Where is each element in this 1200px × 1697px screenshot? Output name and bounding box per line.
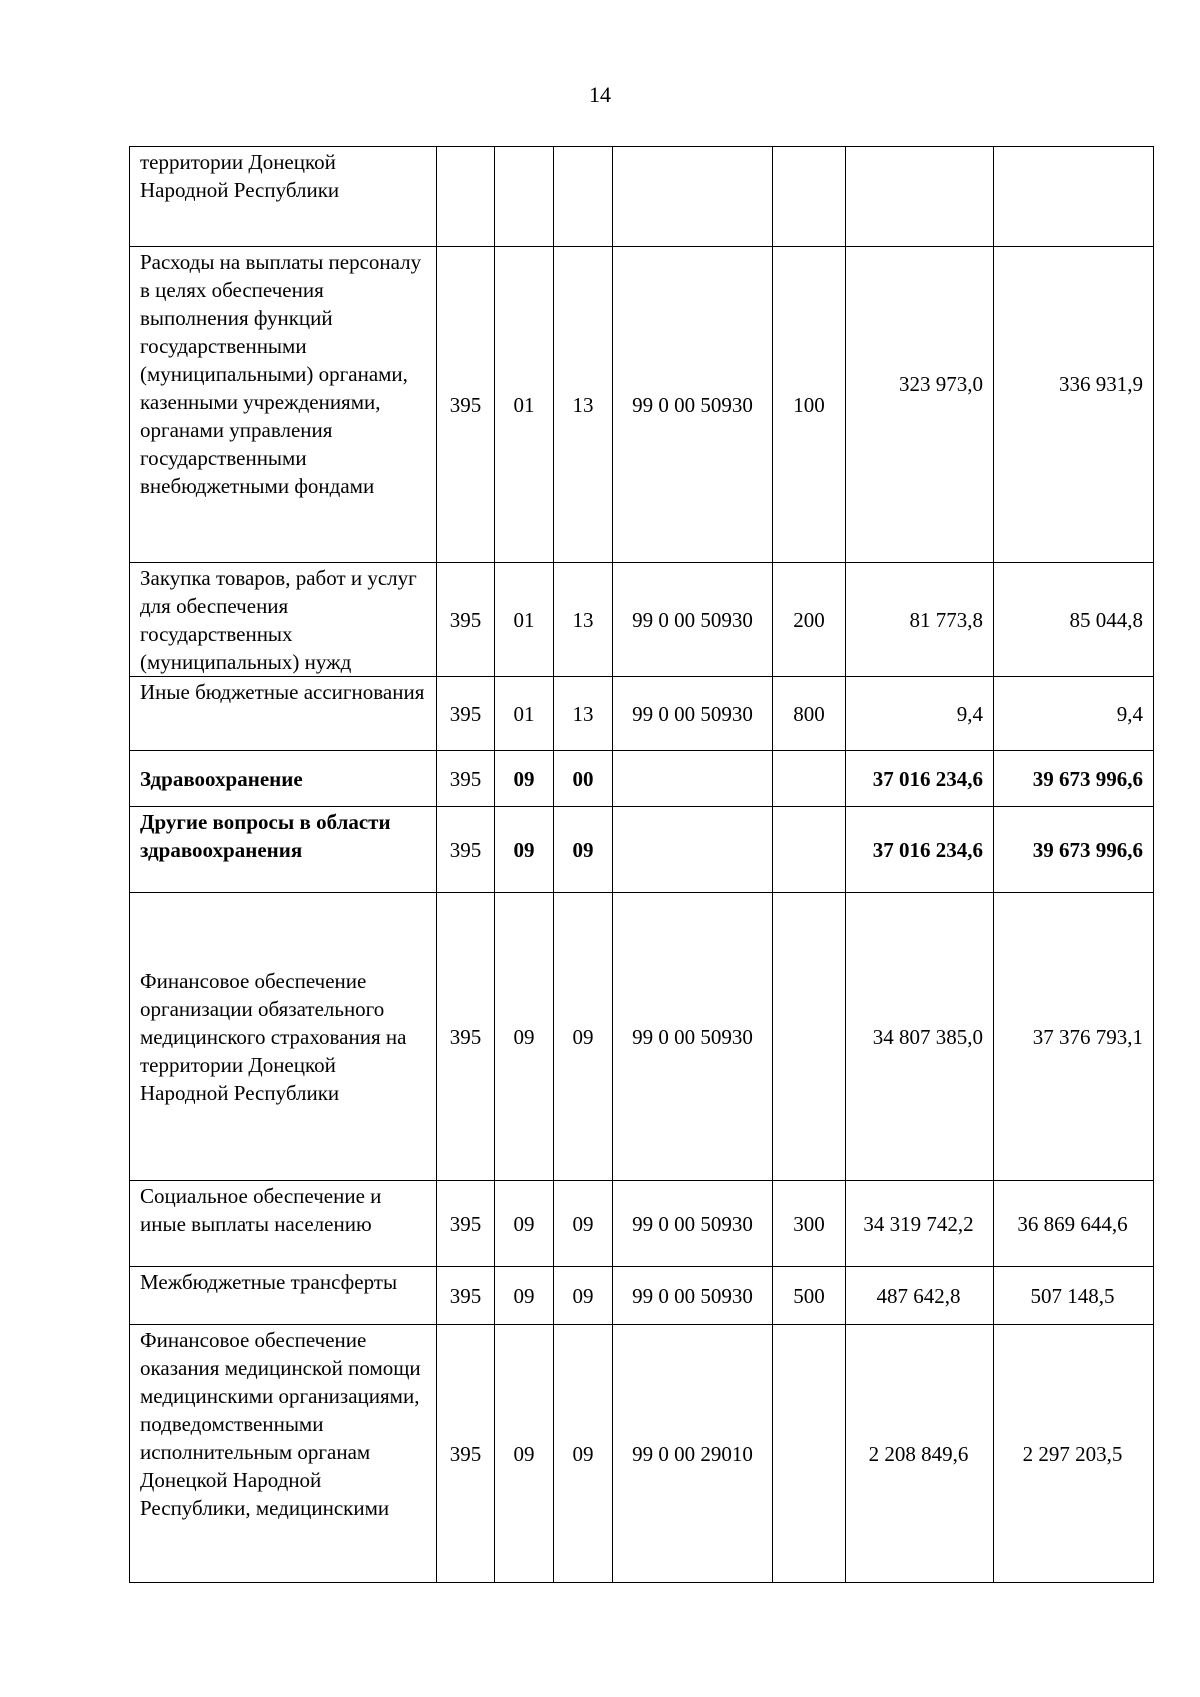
cell-rz: 09 xyxy=(495,807,554,893)
cell-vr xyxy=(773,751,846,807)
cell-csr xyxy=(613,147,773,247)
cell-pr: 13 xyxy=(554,677,613,751)
cell-sum-1: 2 208 849,6 xyxy=(846,1325,994,1583)
cell-sum-1: 9,4 xyxy=(846,677,994,751)
cell-gr: 395 xyxy=(437,807,495,893)
cell-sum-2: 39 673 996,6 xyxy=(994,807,1154,893)
table-row xyxy=(130,1325,1154,1583)
cell-sum-1: 37 016 234,6 xyxy=(846,751,994,807)
table-row xyxy=(130,1181,1154,1267)
cell-sum-2: 85 044,8 xyxy=(994,563,1154,677)
cell-pr: 09 xyxy=(554,1181,613,1267)
cell-rz: 09 xyxy=(495,893,554,1181)
cell-sum-2: 37 376 793,1 xyxy=(994,893,1154,1181)
table-row xyxy=(130,751,1154,807)
cell-csr: 99 0 00 50930 xyxy=(613,1267,773,1325)
cell-gr: 395 xyxy=(437,893,495,1181)
cell-csr: 99 0 00 50930 xyxy=(613,677,773,751)
cell-sum-2: 36 869 644,6 xyxy=(994,1181,1154,1267)
cell-pr xyxy=(554,147,613,247)
table-row xyxy=(130,1267,1154,1325)
cell-vr xyxy=(773,807,846,893)
cell-sum-1 xyxy=(846,147,994,247)
cell-rz xyxy=(495,147,554,247)
cell-sum-2: 2 297 203,5 xyxy=(994,1325,1154,1583)
cell-pr: 09 xyxy=(554,1325,613,1583)
row-name: Здравоохранение xyxy=(130,751,437,807)
cell-gr: 395 xyxy=(437,677,495,751)
cell-vr xyxy=(773,1325,846,1583)
cell-csr: 99 0 00 50930 xyxy=(613,563,773,677)
cell-gr: 395 xyxy=(437,751,495,807)
cell-rz: 09 xyxy=(495,1181,554,1267)
cell-vr xyxy=(773,893,846,1181)
cell-csr xyxy=(613,751,773,807)
cell-gr: 395 xyxy=(437,1325,495,1583)
table-row xyxy=(130,807,1154,893)
row-name: Иные бюджетные ассигнования xyxy=(130,677,437,751)
table-row xyxy=(130,677,1154,751)
cell-sum-2: 507 148,5 xyxy=(994,1267,1154,1325)
table-row xyxy=(130,563,1154,677)
cell-sum-2: 9,4 xyxy=(994,677,1154,751)
cell-rz: 09 xyxy=(495,1267,554,1325)
cell-sum-2: 336 931,9 xyxy=(994,247,1154,563)
cell-sum-1: 34 319 742,2 xyxy=(846,1181,994,1267)
cell-pr: 09 xyxy=(554,807,613,893)
cell-csr xyxy=(613,807,773,893)
cell-vr xyxy=(773,147,846,247)
cell-vr: 100 xyxy=(773,247,846,563)
cell-gr: 395 xyxy=(437,563,495,677)
cell-rz: 01 xyxy=(495,247,554,563)
cell-sum-2 xyxy=(994,147,1154,247)
cell-sum-1: 34 807 385,0 xyxy=(846,893,994,1181)
cell-vr: 800 xyxy=(773,677,846,751)
row-name: Социальное обеспечение и иные выплаты населению xyxy=(130,1181,437,1267)
cell-sum-1: 37 016 234,6 xyxy=(846,807,994,893)
cell-pr: 09 xyxy=(554,1267,613,1325)
cell-rz: 01 xyxy=(495,563,554,677)
cell-pr: 13 xyxy=(554,563,613,677)
cell-csr: 99 0 00 50930 xyxy=(613,247,773,563)
cell-sum-1: 323 973,0 xyxy=(846,247,994,563)
cell-csr: 99 0 00 50930 xyxy=(613,893,773,1181)
cell-csr: 99 0 00 50930 xyxy=(613,1181,773,1267)
cell-sum-1: 81 773,8 xyxy=(846,563,994,677)
page-number: 14 xyxy=(589,82,611,107)
cell-pr: 13 xyxy=(554,247,613,563)
cell-csr: 99 0 00 29010 xyxy=(613,1325,773,1583)
row-name: Расходы на выплаты персоналу в целях обеспечения выполнения функций государственными (муниципальными) органами, казенными учреждениями, органами управления государственными внебюджетными фондами xyxy=(130,247,437,563)
cell-pr: 09 xyxy=(554,893,613,1181)
row-name: Финансовое обеспечение организации обязательного медицинского страхования на территории Донецкой Народной Республики xyxy=(130,893,437,1181)
table-row xyxy=(130,147,1154,247)
row-name: Другие вопросы в области здравоохранения xyxy=(130,807,437,893)
cell-gr xyxy=(437,147,495,247)
cell-gr: 395 xyxy=(437,247,495,563)
cell-gr: 395 xyxy=(437,1181,495,1267)
cell-rz: 09 xyxy=(495,1325,554,1583)
row-name: Межбюджетные трансферты xyxy=(130,1267,437,1325)
row-name: Финансовое обеспечение оказания медицинской помощи медицинскими организациями, подведомственными исполнительным органам Донецкой Народной Республики, медицинскими xyxy=(130,1325,437,1583)
cell-sum-1: 487 642,8 xyxy=(846,1267,994,1325)
cell-gr: 395 xyxy=(437,1267,495,1325)
cell-vr: 200 xyxy=(773,563,846,677)
table-row xyxy=(130,893,1154,1181)
cell-sum-2: 39 673 996,6 xyxy=(994,751,1154,807)
row-name: территории Донецкой Народной Республики xyxy=(130,147,437,247)
budget-table xyxy=(129,146,1154,1583)
row-name: Закупка товаров, работ и услуг для обеспечения государственных (муниципальных) нужд xyxy=(130,563,437,677)
cell-pr: 00 xyxy=(554,751,613,807)
table-row xyxy=(130,247,1154,563)
cell-rz: 01 xyxy=(495,677,554,751)
cell-rz: 09 xyxy=(495,751,554,807)
cell-vr: 300 xyxy=(773,1181,846,1267)
cell-vr: 500 xyxy=(773,1267,846,1325)
